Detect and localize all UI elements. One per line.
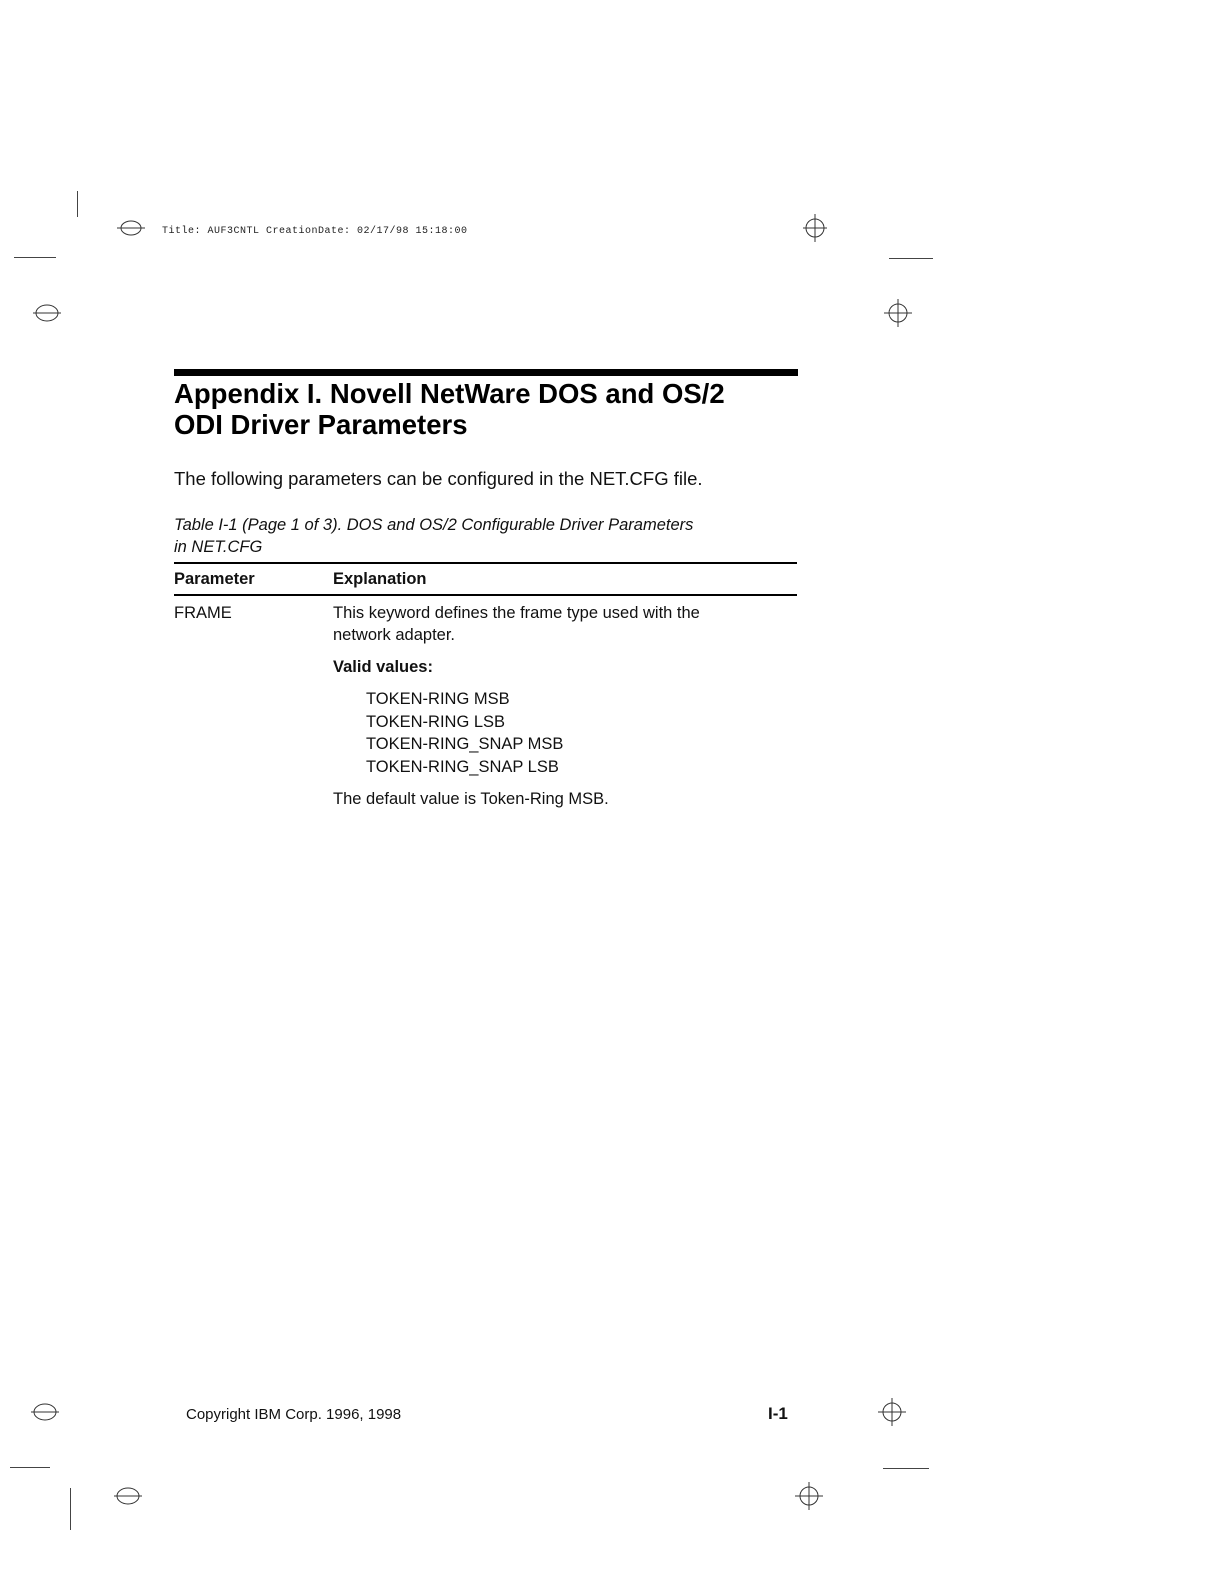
valid-values-list bbox=[366, 688, 563, 778]
crop-mark-horizontal bbox=[883, 1468, 929, 1469]
table-caption-line: Table I-1 (Page 1 of 3). DOS and OS/2 Configurable Driver Parameters bbox=[174, 516, 694, 534]
crop-mark-horizontal bbox=[10, 1467, 50, 1468]
table-header-rule bbox=[174, 594, 797, 596]
title-rule bbox=[174, 369, 798, 376]
page-title-line: ODI Driver Parameters bbox=[174, 409, 468, 440]
column-header-parameter: Parameter bbox=[174, 570, 255, 588]
list-item: TOKEN-RING LSB bbox=[366, 712, 506, 731]
crop-mark-vertical bbox=[70, 1488, 71, 1530]
list-item: TOKEN-RING_SNAP LSB bbox=[366, 757, 559, 776]
footer-copyright: Copyright IBM Corp. 1996, 1998 bbox=[186, 1406, 402, 1423]
registration-mark-icon bbox=[114, 1482, 142, 1510]
page-title-line: Appendix I. Novell NetWare DOS and OS/2 bbox=[174, 378, 725, 409]
column-header-explanation: Explanation bbox=[333, 570, 427, 588]
crop-mark-horizontal bbox=[889, 258, 933, 259]
page-title bbox=[174, 378, 814, 440]
registration-mark-icon bbox=[31, 1398, 59, 1426]
intro-paragraph: The following parameters can be configured in the NET.CFG file. bbox=[174, 468, 703, 489]
registration-mark-icon bbox=[801, 214, 829, 242]
registration-mark-icon bbox=[878, 1398, 906, 1426]
registration-mark-icon bbox=[884, 299, 912, 327]
table-caption-line: in NET.CFG bbox=[174, 538, 263, 556]
valid-values-label: Valid values: bbox=[333, 658, 433, 676]
crop-mark-horizontal bbox=[14, 257, 56, 258]
crop-mark-vertical bbox=[77, 191, 78, 217]
list-item: TOKEN-RING MSB bbox=[366, 690, 510, 708]
registration-mark-icon bbox=[795, 1482, 823, 1510]
table-caption bbox=[174, 514, 804, 558]
registration-mark-icon bbox=[33, 299, 61, 327]
explanation-line: This keyword defines the frame type used with the bbox=[333, 604, 700, 622]
explanation-line: network adapter. bbox=[333, 626, 455, 644]
footer-page-number: I-1 bbox=[768, 1404, 788, 1423]
table-top-rule bbox=[174, 562, 797, 564]
table-cell-parameter: FRAME bbox=[174, 604, 232, 622]
document-meta-line: Title: AUF3CNTL CreationDate: 02/17/98 15:18:00 bbox=[162, 226, 468, 237]
default-value-note: The default value is Token-Ring MSB. bbox=[333, 790, 609, 808]
registration-mark-icon bbox=[117, 218, 145, 246]
table-cell-explanation bbox=[333, 602, 793, 646]
list-item: TOKEN-RING_SNAP MSB bbox=[366, 735, 564, 753]
